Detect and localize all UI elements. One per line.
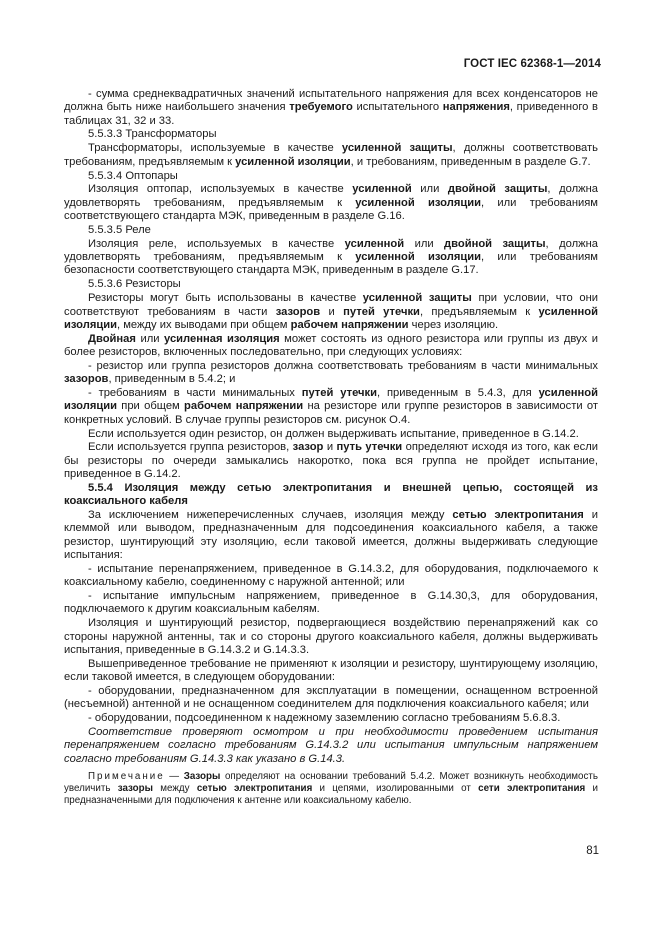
paragraph: Вышеприведенное требование не применяют к изоляции и резистору, шунтирующему изоляцию, если таковой имеется, в следующем оборудовании: — [64, 657, 598, 684]
list-item: - резистор или группа резисторов должна соответствовать требованиям в части минимальных зазоров, приведенным в 5.4.2; и — [64, 359, 598, 386]
list-item: - оборудовании, предназначенном для эксплуатации в помещении, оснащенном встроенной (несъемной) антенной и не оснащенном соединителем для подключения коаксиального кабеля; или — [64, 684, 598, 711]
paragraph: Если используется группа резисторов, зазор и путь утечки определяют исходя из того, как если бы резисторы по очереди замыкались накоротко, пока вся группа не пройдет испытание, приведенное в G.14.2. — [64, 441, 598, 481]
paragraph: Трансформаторы, используемые в качестве усиленной защиты, должны соответствовать требованиям, предъявляемым к усиленной изоляции, и требованиям, приведенным в разделе G.7. — [64, 142, 598, 168]
paragraph: Резисторы могут быть использованы в качестве усиленной защиты при условии, что они соответствуют требованиям в части зазоров и путей утечки, предъявляемым к усиленной изоляции, между их выводами при общем рабочем напряжении через изоляцию. — [64, 292, 599, 331]
section-heading-5-5-3-6: 5.5.3.6 Резисторы — [88, 278, 181, 291]
page-body — [64, 88, 598, 807]
list-item: - испытание импульсным напряжением, приведенное в G.14.30,3, для оборудования, подключаемого к другим коаксиальным кабелям. — [64, 590, 598, 616]
paragraph: Изоляция и шунтирующий резистор, подвергающиеся воздействию перенапряжений как со стороны наружной антенны, так и со стороны другого коаксиального кабеля, должны выдерживать испытания, приведенные в G.14.3.2 и G.14.3.3. — [64, 617, 598, 656]
note-label: Примечание — [88, 770, 165, 782]
note: Примечание — Зазоры определяют на основании требований 5.4.2. Может возникнуть необходимость увеличить зазоры между сетью электропитания и цепями, изолированными от сети электропитания и предназначенными для подключения к антенне или коаксиальному кабелю. — [64, 770, 598, 806]
paragraph: Изоляция реле, используемых в качестве усиленной или двойной защиты, должна удовлетворять требованиям, предъявляемым к усиленной изоляции, или требованиям безопасности соответствующего стандарта МЭК, приведенным в разделе G.17. — [64, 237, 599, 277]
paragraph: Изоляция оптопар, используемых в качестве усиленной или двойной защиты, должна удовлетворять требованиям, предъявляемым к усиленной изоляции, или требованиям соответствующего стандарта МЭК, приведенным в разделе G.16. — [64, 183, 599, 223]
page-number: 81 — [586, 845, 599, 857]
list-item: - оборудовании, подсоединенном к надежному заземлению согласно требованиям 5.6.8.3. — [88, 712, 561, 725]
list-item: - требованиям в части минимальных путей утечки, приведенным в 5.4.3, для усиленной изоляции при общем рабочем напряжении на резисторе или группе резисторов в зависимости от конкретных условий. В случае группы резисторов см. рисунок О.4. — [64, 387, 599, 426]
paragraph: За исключением нижеперечисленных случаев, изоляция между сетью электропитания и клеммой или выводом, предназначенным для подсоединения коаксиального кабеля, а также резистор, шунтирующий эту изоляцию, если таковой имеется, должны выдерживать следующие испытания: — [64, 509, 599, 561]
document-header: ГОСТ IEC 62368-1—2014 — [463, 58, 601, 70]
paragraph: Если используется один резистор, он должен выдерживать испытание, приведенное в G.14.2. — [88, 427, 579, 440]
section-heading-5-5-3-4: 5.5.3.4 Оптопары — [88, 169, 178, 182]
paragraph: - сумма среднеквадратичных значений испытательного напряжения для всех конденсаторов не должна быть ниже наибольшего значения требуемого испытательного напряжения, приведенного в таблицах 31, 32 и 33. — [64, 88, 598, 127]
section-heading-5-5-3-5: 5.5.3.5 Реле — [88, 223, 151, 236]
list-item: - испытание перенапряжением, приведенное в G.14.3.2, для оборудования, подключаемого к коаксиальному кабелю, соединенному с наружной антенной; или — [64, 562, 598, 589]
paragraph: Двойная или усиленная изоляция может состоять из одного резистора или группы из двух и более резисторов, включенных последовательно, при следующих условиях: — [64, 332, 599, 358]
compliance-paragraph: Соответствие проверяют осмотром и при необходимости проведением испытания перенапряжением согласно требованиям G.14.3.2 или испытания импульсным напряжением согласно требованиям G.14.3.3 как указано в G.14.3. — [64, 726, 598, 765]
section-heading-5-5-3-3: 5.5.3.3 Трансформаторы — [88, 128, 217, 141]
section-heading-5-5-4: 5.5.4 Изоляция между сетью электропитания и внешней цепью, состоящей из коаксиального кабеля — [64, 481, 598, 508]
